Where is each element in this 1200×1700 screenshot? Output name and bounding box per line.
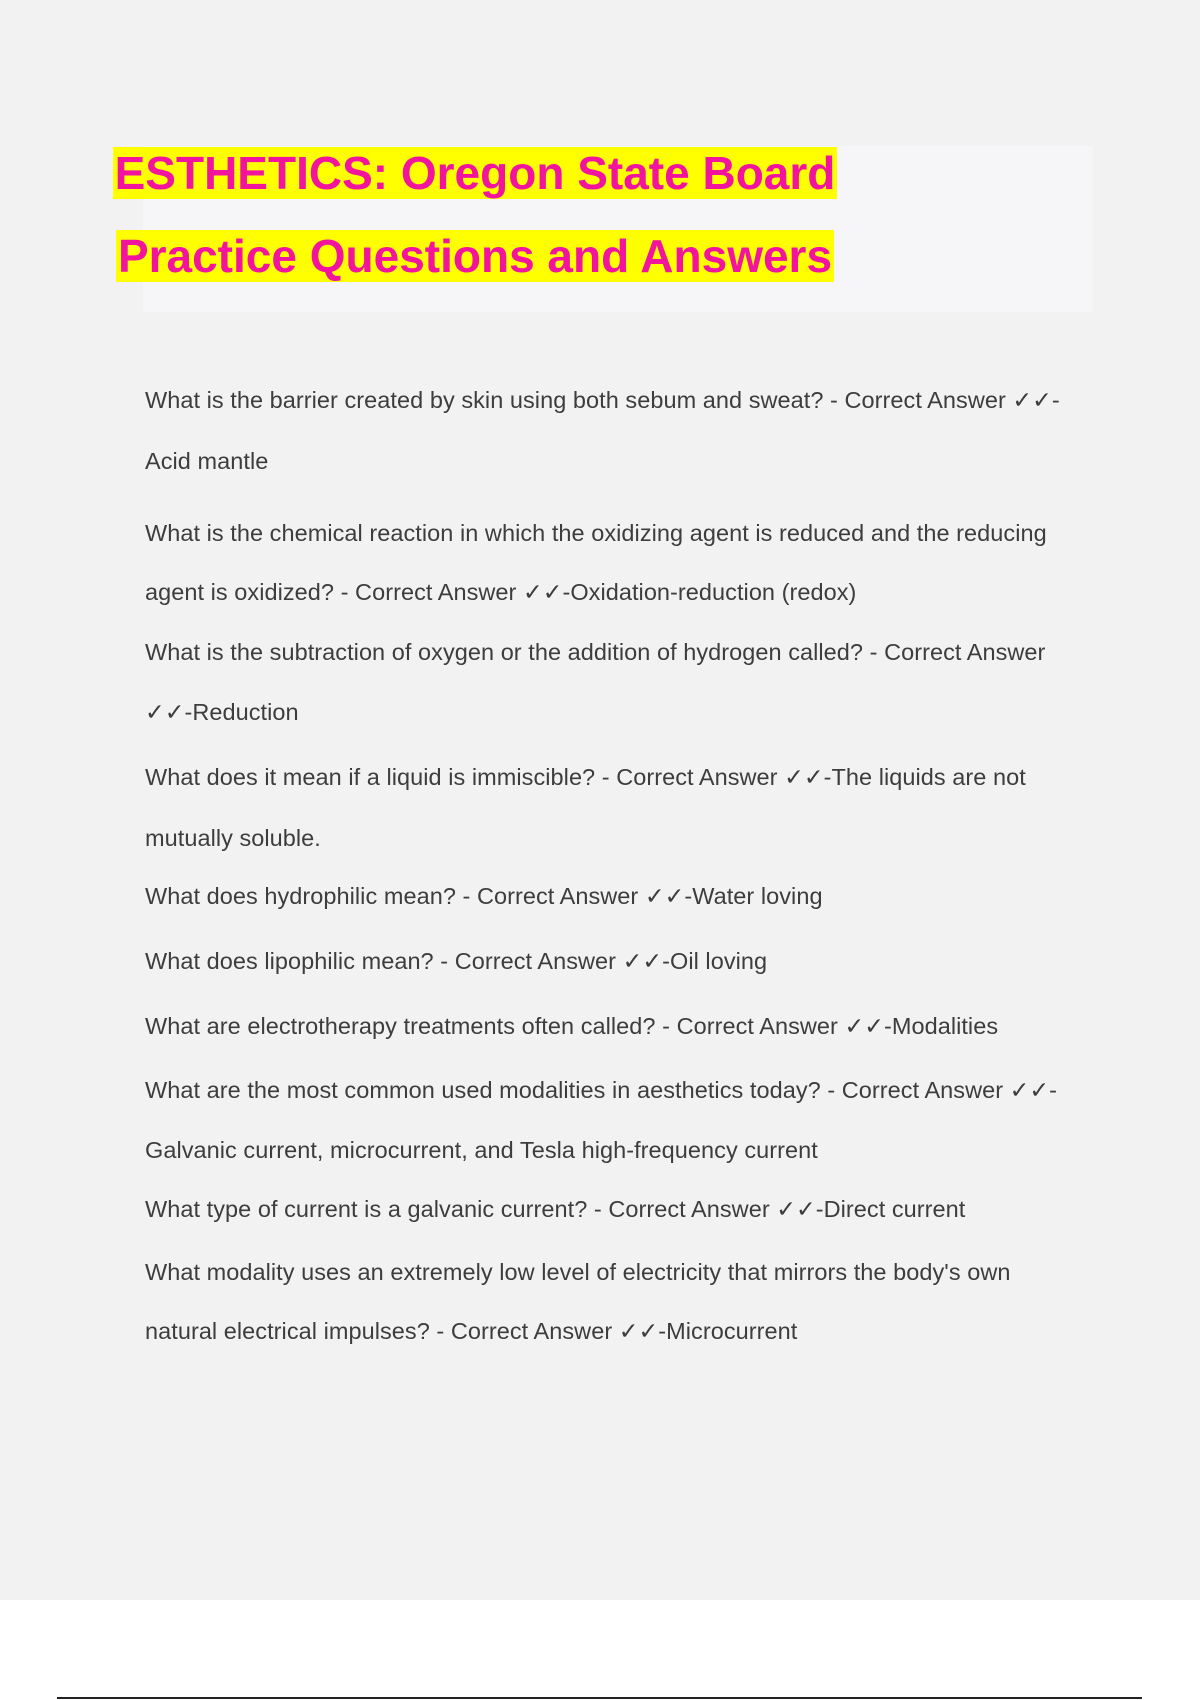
qa-line: What type of current is a galvanic current? - Correct Answer ✓✓-Direct current	[145, 1196, 966, 1222]
qa-line: What is the chemical reaction in which the oxidizing agent is reduced and the reducing	[145, 520, 1047, 546]
document-title-line-2	[0, 228, 950, 284]
qa-line: What does hydrophilic mean? - Correct Answer ✓✓-Water loving	[145, 883, 823, 909]
qa-line: mutually soluble.	[145, 825, 321, 851]
qa-line: What is the subtraction of oxygen or the addition of hydrogen called? - Correct Answer	[145, 639, 1046, 665]
title-highlight-2: Practice Questions and Answers	[117, 230, 833, 282]
qa-line: Acid mantle	[145, 448, 269, 474]
qa-line: ✓✓-Reduction	[145, 699, 299, 725]
qa-line: natural electrical impulses? - Correct Answer ✓✓-Microcurrent	[145, 1318, 798, 1344]
qa-line: What is the barrier created by skin using both sebum and sweat? - Correct Answer ✓✓-	[145, 387, 1060, 413]
qa-line: What does lipophilic mean? - Correct Answer ✓✓-Oil loving	[145, 948, 768, 974]
qa-line: What are electrotherapy treatments often called? - Correct Answer ✓✓-Modalities	[145, 1013, 999, 1039]
footer-divider	[57, 1697, 1142, 1699]
title-highlight-1: ESTHETICS: Oregon State Board	[114, 147, 836, 199]
qa-line: What modality uses an extremely low level of electricity that mirrors the body's own	[145, 1259, 1011, 1285]
document-title-line-1	[0, 145, 950, 201]
page-footer-area	[0, 1600, 1200, 1700]
qa-line: agent is oxidized? - Correct Answer ✓✓-Oxidation-reduction (redox)	[145, 579, 857, 605]
qa-line: Galvanic current, microcurrent, and Tesla high-frequency current	[145, 1137, 818, 1163]
qa-line: What are the most common used modalities in aesthetics today? - Correct Answer ✓✓-	[145, 1077, 1058, 1103]
qa-line: What does it mean if a liquid is immiscible? - Correct Answer ✓✓-The liquids are not	[145, 764, 1026, 790]
